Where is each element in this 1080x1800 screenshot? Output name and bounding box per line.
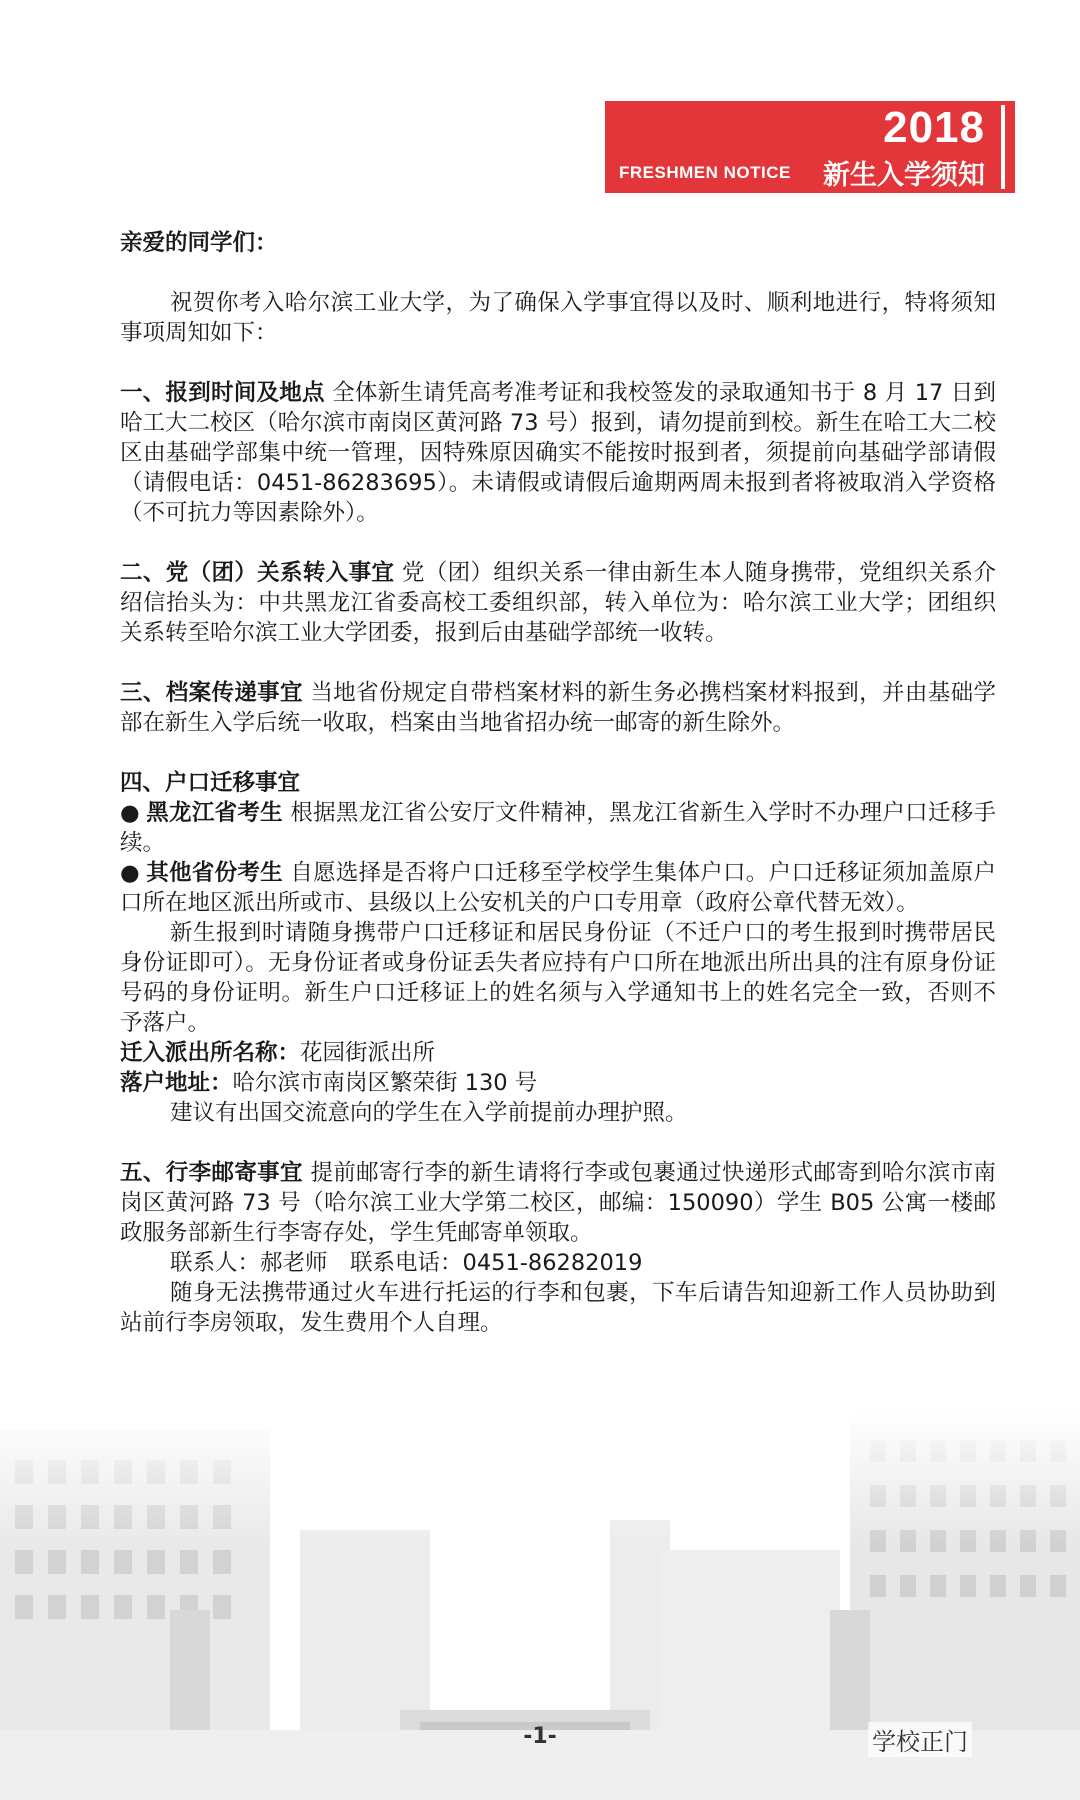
section-5-body: 提前邮寄行李的新生请将行李或包裹通过快递形式邮寄到哈尔滨市南岗区黄河路 73 号（哈尔滨工业大学第二校区，邮编：150090）学生 B05 公寓一楼邮政服务部新生行李寄存处，学生凭邮寄单领取。 (120, 1160, 996, 1246)
section-4-bullet-2 (120, 858, 996, 918)
section-1-title: 一、报到时间及地点 (120, 380, 325, 406)
intro-paragraph: 祝贺你考入哈尔滨工业大学，为了确保入学事宜得以及时、顺利地进行，特将须知事项周知如下： (120, 290, 996, 346)
section-5-title: 五、行李邮寄事宜 (120, 1160, 303, 1186)
section-4-paragraph: 新生报到时请随身携带户口迁移证和居民身份证（不迁户口的考生报到时携带居民身份证即可）。无身份证者或身份证丢失者应持有户口所在地派出所出具的注有原身份证号码的身份证明。新生户口迁移证上的姓名须与入学通知书上的姓名完全一致，否则不予落户。 (120, 920, 996, 1036)
section-2 (120, 558, 996, 648)
banner-chinese-title: 新生入学须知 (823, 160, 985, 191)
section-4-bullet-1 (120, 798, 996, 858)
greeting: 亲爱的同学们： (120, 230, 278, 256)
page-number: -1- (523, 1724, 557, 1749)
bullet-1-text: 根据黑龙江省公安厅文件精神，黑龙江省新生入学时不办理户口迁移手续。 (120, 800, 996, 856)
bullet-icon: ● (120, 800, 140, 826)
police-station-value: 花园街派出所 (300, 1040, 436, 1066)
train-luggage-note: 随身无法携带通过火车进行托运的行李和包裹，下车后请告知迎新工作人员协助到站前行李房领取，发生费用个人自理。 (120, 1280, 996, 1336)
banner-year: 2018 (883, 103, 985, 152)
household-address-label: 落户地址： (120, 1070, 233, 1096)
banner-accent-bar (1001, 105, 1005, 189)
section-3-title: 三、档案传递事宜 (120, 680, 303, 706)
section-1 (120, 378, 996, 528)
section-3 (120, 678, 996, 738)
household-address-value: 哈尔滨市南岗区繁荣街 130 号 (232, 1070, 538, 1096)
header-banner (605, 101, 1015, 193)
section-3-body: 当地省份规定自带档案材料的新生务必携档案材料报到，并由基础学部在新生入学后统一收取，档案由当地省招办统一邮寄的新生除外。 (120, 680, 996, 736)
bullet-icon: ● (120, 860, 140, 886)
section-1-body: 全体新生请凭高考准考证和我校签发的录取通知书于 8 月 17 日到哈工大二校区（哈尔滨市南岗区黄河路 73 号）报到，请勿提前到校。新生在哈工大二校区由基础学部集中统一管理，因特殊原因确实不能按时报到者，须提前向基础学部请假（请假电话：0451-86283695）。未请假或请假后逾期两周未报到者将被取消入学资格（不可抗力等因素除外）。 (120, 380, 996, 526)
section-2-body: 党（团）组织关系一律由新生本人随身携带，党组织关系介绍信抬头为：中共黑龙江省委高校工委组织部，转入单位为：哈尔滨工业大学；团组织关系转至哈尔滨工业大学团委，报到后由基础学部统一收转。 (120, 560, 996, 646)
bullet-1-label: 黑龙江省考生 (146, 800, 283, 826)
section-5 (120, 1158, 996, 1248)
police-station-line (120, 1038, 996, 1068)
section-4-title: 四、户口迁移事宜 (120, 770, 301, 796)
passport-note: 建议有出国交流意向的学生在入学前提前办理护照。 (170, 1100, 688, 1126)
bullet-2-text: 自愿选择是否将户口迁移至学校学生集体户口。户口迁移证须加盖原户口所在地区派出所或市、县级以上公安机关的户口专用章（政府公章代替无效）。 (120, 860, 996, 916)
image-caption: 学校正门 (868, 1722, 972, 1757)
police-station-label: 迁入派出所名称： (120, 1040, 301, 1066)
banner-english-title: FRESHMEN NOTICE (619, 163, 791, 182)
household-address-line (120, 1068, 996, 1098)
contact-line: 联系人：郝老师 联系电话：0451-86282019 (170, 1250, 643, 1276)
bullet-2-label: 其他省份考生 (146, 860, 283, 886)
notice-content (120, 228, 996, 1338)
section-2-title: 二、党（团）关系转入事宜 (120, 560, 395, 586)
